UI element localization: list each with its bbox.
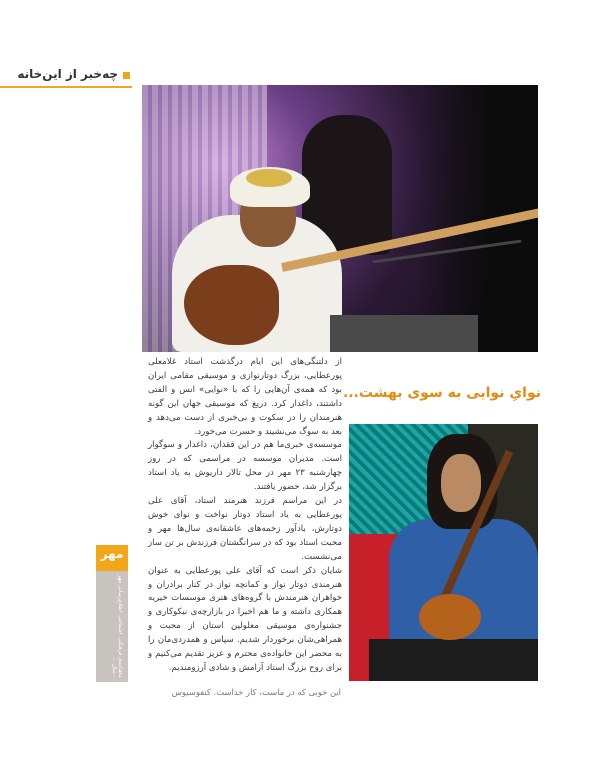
section-header bbox=[0, 62, 132, 92]
article-paragraph: از دلتنگی‌های این ایام درگذشت استاد غلامعلی پورعطایی، بزرگ دوتارنوازی و موسیقی مقامی ایران بود که همه‌ی آن‌هایی را که با «نوایی» انس و الفتی داشتند، داغدار کرد. دریغ که موسیقی جهان این گونه هنرمندان را در سکوت و بی‌خبری از دست می‌دهد و بعد به سوگ می‌نشیند و حسرت می‌خورد. bbox=[148, 357, 342, 437]
article-paragraph: در این مراسم فرزند هنرمند استاد، آقای علی پورعطایی به یاد استاد دوتار نواخت و نوای خوش دوتارش، یادآور زخمه‌های عاشقانه‌ی سال‌ها مهر و محبت استاد بود که در سرانگشتان فرزندش بر تن ساز می‌نشست. bbox=[148, 496, 342, 562]
article-paragraph: موسسه‌ی خبری‌ما هم در این فقدان، داغدار و سوگوار است. مدیران موسسه در مراسمی که در روز چهارشنبه ۲۳ مهر در محل تالار داریوش به یاد استاد برگزار شد، حضور یافتند. bbox=[148, 440, 342, 493]
concert-photo bbox=[142, 85, 538, 352]
section-bullet-icon bbox=[123, 72, 130, 79]
article-body bbox=[148, 356, 342, 676]
section-title: چه‌خبر از این‌خانه bbox=[17, 67, 118, 81]
kamancheh-player-photo bbox=[349, 424, 538, 681]
article-paragraph: شایان ذکر است که آقای علی پورعطایی به عنوان هنرمندی دوتار نواز و کمانچه نواز در کنار برادران و خواهران هنرمندش با گروه‌های هنری موسسات خیریه همکاری داشته و ما هم اخیرا در بازارچه‌ی نیکوکاری و جشنواره‌ی موسیقی معلولین استان از محبت و همراهی‌شان برخوردار شدیم. سپاس و همدردی‌مان را به محضر این خانواده‌ی محترم و عزیز تقدیم می‌کنیم و برای روح بزرگ استاد آرامش و شادی آرزومندیم. bbox=[148, 565, 342, 673]
quote-caption: این خوبی که در ماست، کار خداست. کنفوسیوس bbox=[171, 687, 341, 697]
magazine-side-text: ماهنامه‌ی فرهنگی، اجتماعی، اطلاع‌رسانی مهر - سال ... bbox=[110, 575, 123, 678]
magazine-logo: مهر bbox=[100, 547, 124, 561]
section-divider bbox=[0, 86, 132, 88]
article-title: نوایِ نوایی به سوی بهشت... bbox=[342, 385, 541, 401]
